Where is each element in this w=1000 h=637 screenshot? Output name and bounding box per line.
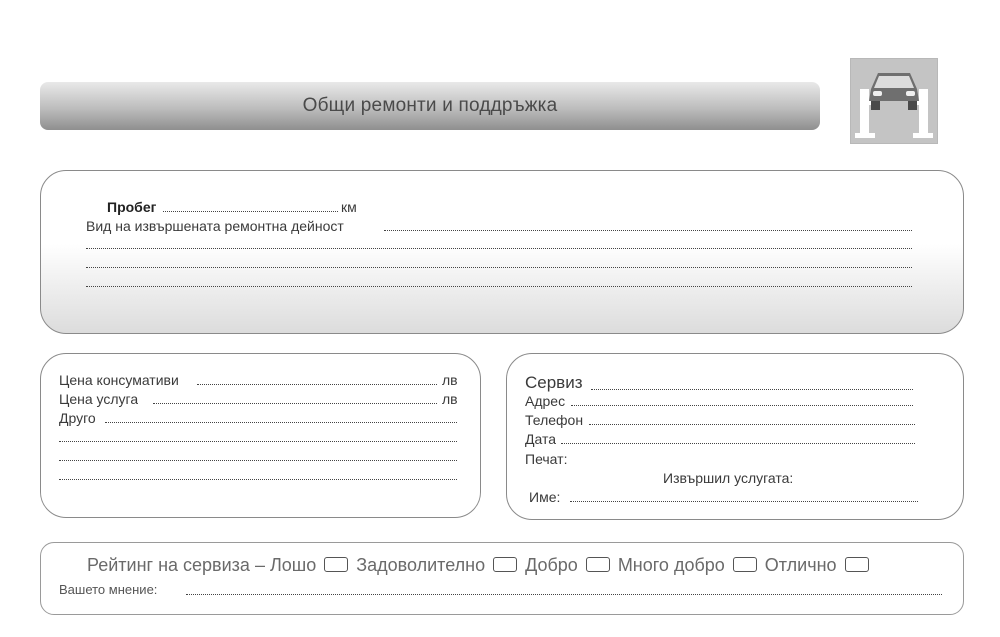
mileage-row [107,198,156,216]
rating-panel [40,542,964,615]
repair-panel [40,170,964,334]
date-label: Дата [525,431,557,447]
costs-panel [40,353,481,518]
rating-row [87,555,877,576]
address-label: Адрес [525,393,566,409]
rating-checkbox-bad[interactable] [324,557,348,572]
other-line-4[interactable] [59,479,457,480]
date-field[interactable] [561,443,915,444]
other-line-2[interactable] [59,441,457,442]
name-label: Име: [529,489,561,505]
activity-label: Вид на извършената ремонтна дейност [86,218,344,234]
rating-checkbox-good[interactable] [586,557,610,572]
opinion-field[interactable] [186,594,942,595]
page-title: Общи ремонти и поддръжка [302,95,558,116]
consumables-price-field[interactable] [197,384,437,385]
mileage-unit: км [341,199,357,215]
rating-option-good: Добро [525,555,578,575]
phone-label: Телефон [525,412,584,428]
stamp-label: Печат: [525,451,568,467]
other-label: Друго [59,410,96,426]
activity-line-2[interactable] [86,248,912,249]
page-title-bar [40,82,820,130]
opinion-label: Вашето мнение: [59,582,158,597]
rating-option-bad: Лошо [269,555,317,575]
rating-checkbox-excellent[interactable] [845,557,869,572]
mileage-field[interactable] [163,211,338,212]
mileage-label: Пробег [107,199,157,215]
rating-checkbox-very-good[interactable] [733,557,757,572]
service-panel [506,353,964,520]
rating-option-very-good: Много добро [617,555,725,575]
consumables-currency: лв [442,372,458,388]
consumables-label: Цена консумативи [59,372,179,388]
rating-option-satisfactory: Задоволително [356,555,486,575]
service-price-label: Цена услуга [59,391,139,407]
service-price-currency: лв [442,391,458,407]
service-title: Сервиз [525,373,583,392]
rating-option-excellent: Отлично [764,555,837,575]
activity-field[interactable] [384,230,912,231]
service-price-field[interactable] [153,403,437,404]
phone-field[interactable] [589,424,915,425]
other-line-3[interactable] [59,460,457,461]
name-field[interactable] [570,501,918,502]
rating-label: Рейтинг на сервиза – [87,555,270,575]
address-field[interactable] [571,405,913,406]
activity-line-3[interactable] [86,267,912,268]
performed-by-label: Извършил услугата: [663,470,794,486]
car-lift-icon [850,58,938,144]
rating-checkbox-satisfactory[interactable] [493,557,517,572]
other-field[interactable] [105,422,457,423]
service-name-field[interactable] [591,389,913,390]
activity-line-4[interactable] [86,286,912,287]
